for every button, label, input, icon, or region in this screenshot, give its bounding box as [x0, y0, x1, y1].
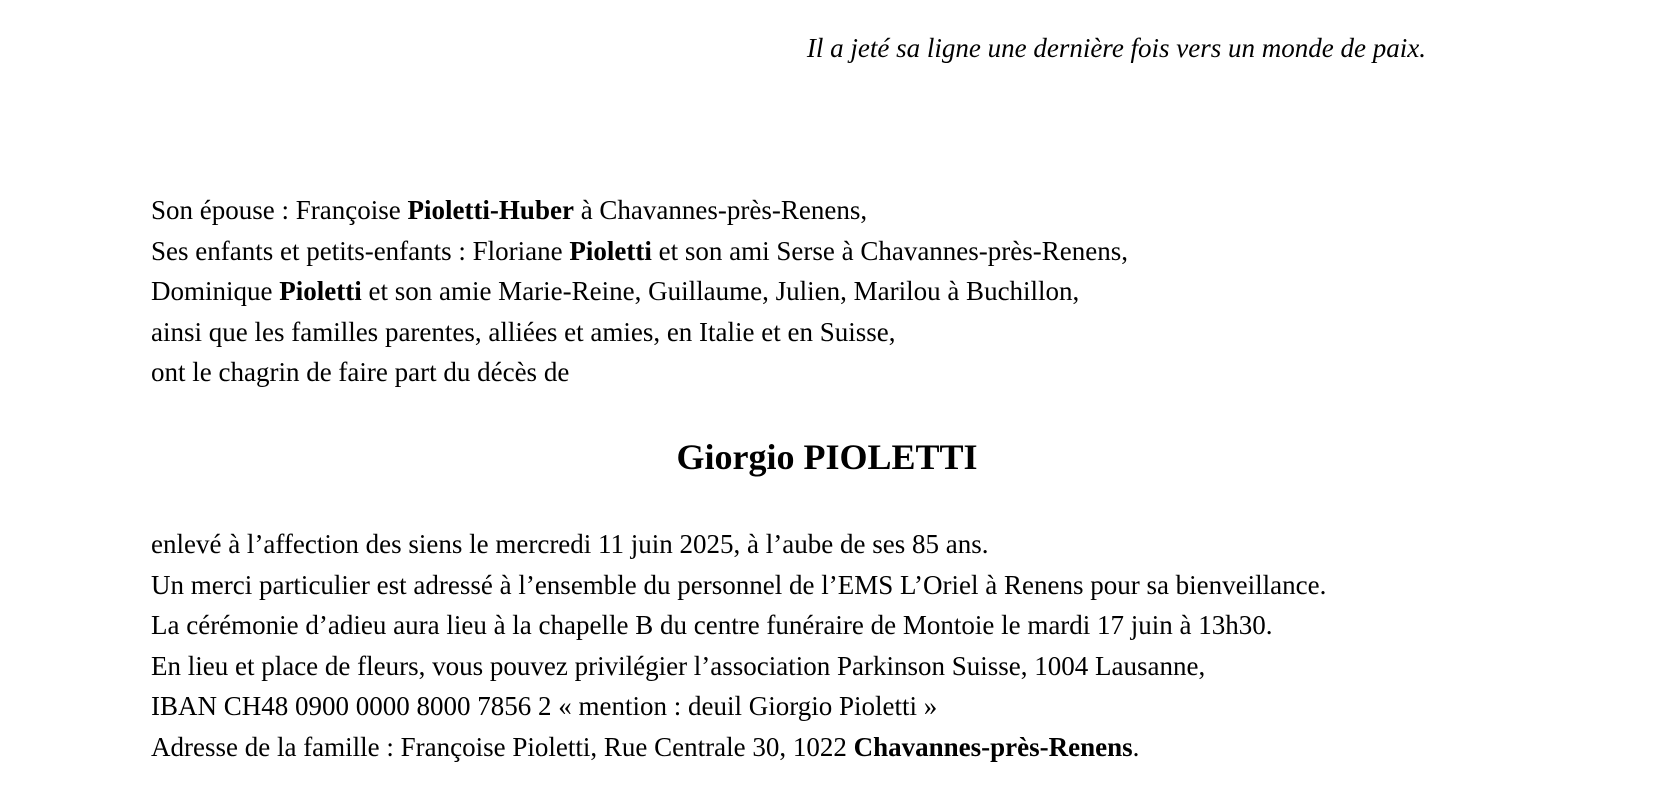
family-line-spouse [151, 190, 1128, 231]
family-line-children [151, 231, 1128, 272]
address-text: . [1132, 731, 1140, 762]
family-line-relatives: ainsi que les familles parentes, alliées et amies, en Italie et en Suisse, [151, 316, 896, 347]
family-line-text: Ses enfants et petits-enfants : Floriane [151, 235, 570, 266]
details-line-address [151, 727, 1326, 768]
address-town-bold: Chavannes-près-Renens [853, 731, 1133, 762]
family-line-text: à Chavannes-près-Renens, [573, 195, 868, 225]
obituary-details [151, 524, 1326, 767]
family-surname-bold: Pioletti-Huber [407, 195, 574, 225]
family-line-text: et son amie Marie-Reine, Guillaume, Julien, Marilou à Buchillon, [361, 276, 1080, 306]
family-line-text: Dominique [151, 276, 280, 306]
family-line-text: Son épouse : Françoise [151, 195, 408, 225]
details-line-ceremony: La cérémonie d’adieu aura lieu à la chapelle B du centre funéraire de Montoie le mardi 17 juin à 13h30. [151, 610, 1273, 640]
details-line-death: enlevé à l’affection des siens le mercredi 11 juin 2025, à l’aube de ses 85 ans. [151, 529, 989, 559]
details-line-donation: En lieu et place de fleurs, vous pouvez privilégier l’association Parkinson Suisse, 1004 Lausanne, [151, 650, 1206, 681]
family-surname-bold: Pioletti [569, 235, 652, 266]
deceased-name: Giorgio PIOLETTI [676, 437, 978, 477]
address-text: Adresse de la famille : Françoise Pioletti, Rue Centrale 30, 1022 [151, 731, 854, 762]
details-line-thanks: Un merci particulier est adressé à l’ensemble du personnel de l’EMS L’Oriel à Renens pour sa bienveillance. [151, 569, 1327, 600]
epigraph-quote: Il a jeté sa ligne une dernière fois vers un monde de paix. [806, 33, 1426, 63]
family-line-announcement: ont le chagrin de faire part du décès de [151, 357, 570, 387]
family-surname-bold: Pioletti [279, 276, 362, 306]
family-line-dominique [151, 271, 1128, 312]
details-line-iban: IBAN CH48 0900 0000 8000 7856 2 « mention : deuil Giorgio Pioletti » [151, 691, 938, 721]
family-announcement [151, 190, 1128, 393]
family-line-text: et son ami Serse à Chavannes-près-Renens, [651, 235, 1128, 266]
